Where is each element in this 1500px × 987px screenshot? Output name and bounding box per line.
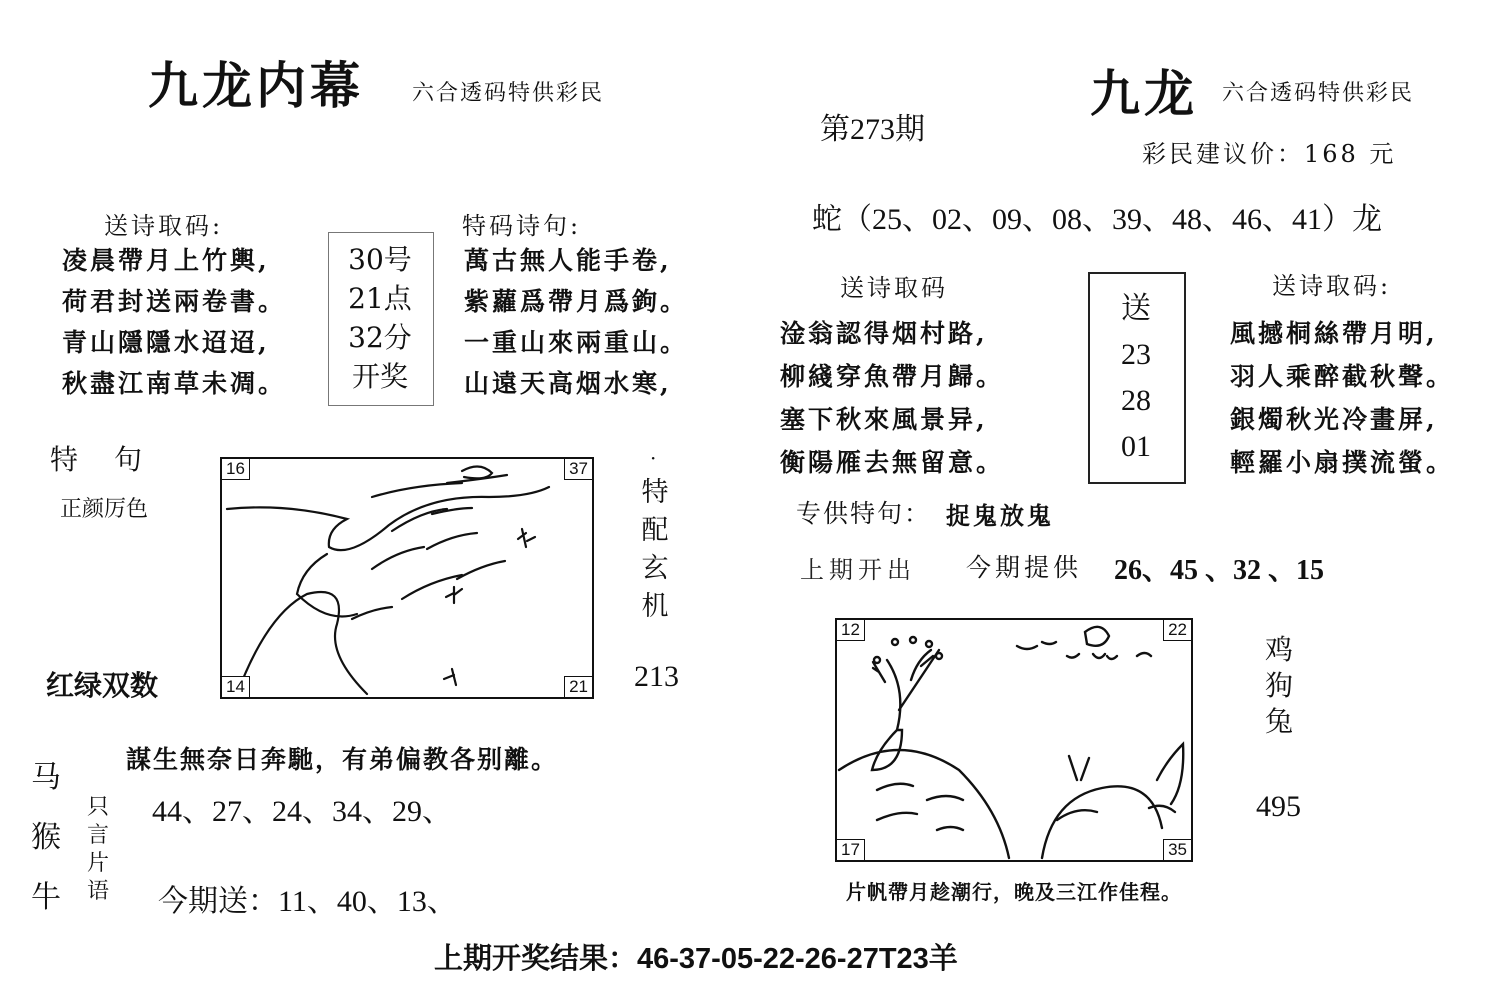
teju-text: 正颜厉色 bbox=[60, 497, 149, 522]
tema-heading: 特码诗句: bbox=[462, 212, 582, 240]
number-list: 44、27、24、34、29、 bbox=[152, 795, 452, 828]
left-poem bbox=[62, 240, 286, 404]
draw-time-line: 21点 bbox=[348, 282, 412, 315]
poem-line: 塞下秋來風景异, bbox=[780, 405, 988, 434]
red-green-label: 红绿双数 bbox=[46, 669, 159, 702]
send-numbers: 今期送：11、40、13、 bbox=[158, 885, 457, 918]
poem-line: 輕羅小扇撲流螢。 bbox=[1230, 448, 1455, 477]
poem-line: 青山隱隱水迢迢, bbox=[62, 328, 270, 357]
vertical-char: 片 bbox=[86, 851, 109, 876]
corner-number: 37 bbox=[564, 458, 593, 480]
right-subtitle: 六合透码特供彩民 bbox=[1222, 81, 1415, 106]
tepei-xuanji bbox=[640, 474, 670, 626]
send-box-line: 23 bbox=[1121, 338, 1151, 371]
vertical-char: 玄 bbox=[641, 553, 669, 584]
poem-line: 羽人乘醉截秋聲。 bbox=[1230, 362, 1455, 391]
send-box-line: 01 bbox=[1121, 430, 1151, 463]
zodiac: 猴 bbox=[31, 820, 61, 855]
draw-time-line: 32分 bbox=[348, 321, 412, 354]
vertical-char: 言 bbox=[86, 823, 109, 848]
send-box-content bbox=[1088, 286, 1184, 470]
last-issue-label: 上期开出 bbox=[800, 556, 916, 584]
sketch-caption: 片帆帶月趁潮行，晚及三江作佳程。 bbox=[846, 880, 1182, 904]
poem-line: 風撼桐絲帶月明, bbox=[1230, 319, 1438, 348]
teju-label: 特 句 bbox=[50, 443, 147, 476]
corner-number: 12 bbox=[836, 619, 865, 641]
current-numbers: 26、45 、32 、15 bbox=[1114, 555, 1325, 586]
vertical-char: 语 bbox=[86, 879, 109, 904]
last-draw-result: 上期开奖结果：46-37-05-22-26-27T23羊 bbox=[434, 943, 958, 975]
landscape-sketch-icon bbox=[222, 459, 592, 697]
red-green-number: 213 bbox=[634, 660, 679, 693]
poem-line: 秋盡江南草未凋。 bbox=[62, 369, 287, 398]
zhiyan-pianyu bbox=[84, 794, 112, 906]
hill-bird-sketch-icon bbox=[837, 620, 1191, 860]
issue-number: 第273期 bbox=[820, 113, 925, 146]
zodiac: 牛 bbox=[31, 880, 61, 915]
poem-line: 紫蘿爲帶月爲鉤。 bbox=[464, 287, 689, 316]
corner-number: 17 bbox=[836, 839, 865, 861]
corner-number: 14 bbox=[221, 676, 250, 698]
poem-line: 一重山來兩重山。 bbox=[464, 328, 689, 357]
tema-poem bbox=[464, 240, 688, 404]
vertical-dot: · bbox=[650, 446, 657, 470]
current-label: 今期提供 bbox=[966, 553, 1083, 582]
send-box-line: 28 bbox=[1121, 384, 1151, 417]
special-text: 捉鬼放鬼 bbox=[946, 501, 1054, 530]
right-title: 九龙 bbox=[1090, 64, 1198, 123]
draw-time-line: 30号 bbox=[348, 243, 412, 276]
corner-number: 22 bbox=[1163, 619, 1192, 641]
corner-number: 35 bbox=[1163, 839, 1192, 861]
poem-line: 衡陽雁去無留意。 bbox=[780, 448, 1005, 477]
vertical-char: 机 bbox=[641, 591, 669, 622]
right-poem-heading-right: 送诗取码: bbox=[1272, 272, 1392, 300]
corner-number: 16 bbox=[221, 458, 250, 480]
poem-line: 淦翁認得烟村路, bbox=[780, 319, 988, 348]
left-poem-heading: 送诗取码: bbox=[104, 212, 224, 240]
left-zodiacs bbox=[28, 748, 64, 928]
poem-line: 銀燭秋光冷畫屏, bbox=[1230, 405, 1438, 434]
vertical-char: 只 bbox=[86, 795, 109, 820]
right-sketch bbox=[835, 618, 1193, 862]
zodiac: 狗 bbox=[1264, 669, 1293, 702]
right-zodiacs bbox=[1262, 632, 1296, 740]
poem-line: 山遠天高烟水寒, bbox=[464, 369, 672, 398]
side-number: 495 bbox=[1256, 790, 1301, 823]
left-title: 九龙内幕 bbox=[148, 56, 364, 115]
snake-dragon-line: 蛇（25、02、09、08、39、48、46、41）龙 bbox=[812, 203, 1382, 236]
special-label: 专供特句： bbox=[796, 499, 932, 528]
zodiac: 鸡 bbox=[1264, 633, 1293, 666]
zodiac: 兔 bbox=[1264, 705, 1293, 738]
right-poem-right bbox=[1230, 312, 1454, 484]
left-subtitle: 六合透码特供彩民 bbox=[412, 81, 605, 106]
draw-time bbox=[344, 240, 416, 396]
left-sketch bbox=[220, 457, 594, 699]
poem-line: 柳綫穿魚帶月歸。 bbox=[780, 362, 1005, 391]
right-poem-heading-left: 送诗取码 bbox=[840, 274, 948, 302]
proverb: 謀生無奈日奔馳，有弟偏教各别離。 bbox=[126, 745, 559, 774]
draw-time-line: 开奖 bbox=[351, 360, 408, 393]
vertical-char: 特 bbox=[641, 477, 669, 508]
vertical-char: 配 bbox=[641, 515, 669, 546]
poem-line: 荷君封送兩卷書。 bbox=[62, 287, 287, 316]
right-poem-left bbox=[780, 312, 1004, 484]
send-box-line: 送 bbox=[1121, 292, 1151, 325]
poem-line: 萬古無人能手卷, bbox=[464, 246, 672, 275]
corner-number: 21 bbox=[564, 676, 593, 698]
price: 彩民建议价：168 元 bbox=[1142, 140, 1397, 168]
zodiac: 马 bbox=[31, 760, 61, 795]
poem-line: 凌晨帶月上竹輿, bbox=[62, 246, 270, 275]
